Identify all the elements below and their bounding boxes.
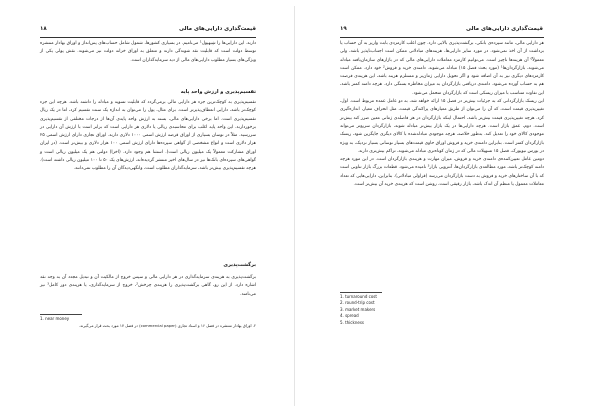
section-heading-reversibility: برگشت‌پذیری bbox=[223, 262, 256, 268]
footnote-persian bbox=[40, 323, 256, 329]
right-page bbox=[296, 0, 592, 412]
paragraph: برگشت‌پذیری به هزینه‌ی سرمایه‌گذاری در هر دارایی مالی و سپس خروج از مالکیت آن و تبدیل مجدد آن به وجه نقد اشاره دارد. از این رو، گاهی برگشت‌پذیری را هزینه‌ی چرخش²، خروج از سرمایه‌گذاری، یا هزینه‌ی دور کامل³ نیز می‌نامند. bbox=[40, 275, 257, 297]
paragraph: تقسیم‌پذیری به کوچک‌ترین جزء هر دارایی مالی برمی‌گردد که قابلیت تسویه و مبادله را داشته باشد. هرچه این جزء کوچک‌تر باشد، دارایی انعطاف‌پذیرتر است. برای مثال، پول را می‌توان به اندازه یک سنت تقسیم کرد، اما در یک ریال تقسیم‌پذیری است. اما برخی دارایی‌های مالی، بسته به ارزش واحد پایه‌ی آن‌ها از درجات مختلفی از تقسیم‌پذیری برخوردارند. این واحد پایه اغلب برای محاسبه‌ی ریالی یا دلاری هر دارایی است که برابر است با ارزش آن دارایی در سررسید. مثلاً در نوسان بسیاری از اوراق قرضه ارزش اسمی ۱۰۰۰ دلاری دارند. اوراق تجاری دارای ارزش اسمی ۲۵ هزار دلاری است و انواع مشخصی از گواهی سپرده‌ها دارای ارزش اسمی ۱۰۰ هزار دلاری و بیش‌تر است. (در ایران اوراق مشارکت معمولاً یک میلیون ریالی است). استثنا هم وجود دارد. (اخزا) دولتی هم یک میلیون ریالی است و گواهی‌های سپرده‌ای بانک‌ها نیز در سال‌های اخیر منتشر گردیده‌اند، ارزش‌های یک ۵۰ تا ۱۰۰ میلیون ریالی داشته است). هرچه تقسیم‌پذیری بیش‌تر باشد، سرمایه‌گذاران مطلوب است، وانگهی‌دیدگان آن را مطلوب نمی‌دانند. bbox=[40, 100, 257, 172]
section-heading-divisibility: تقسیم‌پذیری و ارزش واحد پایه bbox=[180, 89, 256, 95]
right-body-text bbox=[340, 40, 544, 189]
paragraph: دارند. این دارایی‌ها را شِبهپول¹ می‌نامیم. در بسیاری کشورها، شمول شامل حساب‌های پس‌انداز و اوراق بهادار منتشره توسط دولت است که قابلیت نقد شوندگی دارند و متعلق به اوراق خزانه دولت نیز می‌شوند. نقش پولی یکی از ویژگی‌های بسیار مطلوب دارایی‌های مالی از دید سرمایه‌گذاران است. bbox=[40, 41, 256, 63]
page-number: ۱۸ bbox=[40, 26, 47, 32]
footnote-item: 1. near money bbox=[40, 316, 70, 321]
paragraph: دومین عامل تعیین‌کننده‌ی دامنه‌ی خرید و فروش، میزان مهارت و هزینه‌ی بازارگردان است. در این مورد هرچه دامنه کوچک‌تر باشد، مورد مطالعه‌ی بازارگردان‌ها، آنتروپی بازار³ نامیده می‌شود. قطعات بزرگ بازار تناوبی است که با آن ساختارهای خرید و فروش به دست بازارگردان می‌رسد (قراولی مبادلاتی). بنابراین، دارایی‌هایی که تعداد معاملات معمول یا منظم آن اندک باشد، بازار رقیقی است، روشن است که هزینه‌ی خرید آن بیش‌تر است. bbox=[340, 157, 544, 188]
paragraph: هر دارایی مالی، مانند سپرده‌ی بانکی، برگشت‌پذیری بالایی دارد. چون اغلب کارمزدی بابت واریز به آن حساب یا برداشت از آن اخذ نمی‌شود. در مورد سایر دارایی‌ها، هزینه‌های مبادلاتی ممکن است اجتناب‌ناپذیر باشد، ولی معمولاً⁰ آن هزینه‌ها ناچیز است. می‌توانیم کارمزد معاملات دارایی‌های مالی که در بازارهای سازمان‌یافته مبادله می‌شوند، بازارگردان‌ها¹ (مورد بحث فصل ۱۵) مبادله می‌شوند. دامنه‌ی خرید و فروش² خود دارد. ممکن است کارمزدهای دیگری نیز به آن اضافه شود و اگر تحویل دارایی زمان‌بر و مستلزم هزینه باشد، این هزینه‌ی فرصت هم به حساب آورده می‌شود. دامنه‌ی دریافتی بازارگردان به میزان مخاطره بستگی دارد. هرچه دامنه کمتر باشد، این تفاوت متناسب با میزان ریسکی است که بازارگردان متحمل می‌شود. bbox=[340, 41, 544, 96]
section-divisibility-text bbox=[40, 99, 256, 174]
running-header: قیمت‌گذاری دارایی‌های مالی bbox=[178, 26, 256, 32]
footnote-english bbox=[40, 316, 69, 322]
footnote-english bbox=[340, 294, 377, 326]
running-header: قیمت‌گذاری دارایی‌های مالی bbox=[465, 26, 543, 32]
page-number: ۱۹ bbox=[340, 26, 347, 32]
footnote-rule bbox=[340, 292, 382, 293]
intro-text bbox=[40, 40, 256, 65]
footnote-item: 4. spread bbox=[340, 313, 359, 319]
page-gutter bbox=[294, 6, 295, 406]
footnote-item: 2. round-trip cost bbox=[340, 300, 375, 306]
header-rule bbox=[40, 37, 256, 38]
section-reversibility-text bbox=[40, 274, 256, 299]
footnote-item: 5. thickness bbox=[340, 319, 364, 325]
footnote-item: 3. market makers bbox=[340, 306, 376, 312]
footnote-rule bbox=[40, 314, 82, 315]
footnote-item: 1. turnaround cost bbox=[340, 294, 377, 299]
footnote-item: ۲. اوراق بهادار منتشره در فصل ۱۶ و اسناد تجاری (commercial paper) در فصل ۱۷ مورد بحث قرار می‌گیرند. bbox=[78, 323, 256, 328]
paragraph: این ریسک بازارگردانی که به جزئیات بیش‌تر در فصل ۱۵ ارائه خواهد شد، به دو عامل عمده مربوط است. اول، تغییرپذیری قیمت است، که آن را می‌توان از طریق معیارهای پراکندگی قیمت، مثل انحراف معیار، اندازه‌گیری کرد. هرچه تغییرپذیری قیمت بیش‌تر باشد، احتمال اینکه بازارگردان در هر فاصله‌ی زمانی معین ضرر کند بیش‌تر است. دوم، عمق بازار است. هرچه دارایی‌ها در یک بازار بیش‌تر مبادله شوند، بازارگردان سریع‌تر می‌تواند موجودی کالای خود را تعدیل کند. به‌طور خلاصه، هرچه موجودی مبادله‌شده با کالای دیگری جایگزین شود، ریسک بازارگردان کمتر است. بنابراین دامنه‌ی خرید و فروش اوراق حاوی قیمت‌های بسیار نوسانی بسیار نزدیک، به ویژه در بورس نیویورک، فصل ۱۵ تسهیلات مالی که در زمان کوتاه‌تری مبادله می‌شوند، تراکم بیش‌تری دارند. bbox=[340, 99, 544, 154]
header-rule bbox=[340, 37, 544, 38]
